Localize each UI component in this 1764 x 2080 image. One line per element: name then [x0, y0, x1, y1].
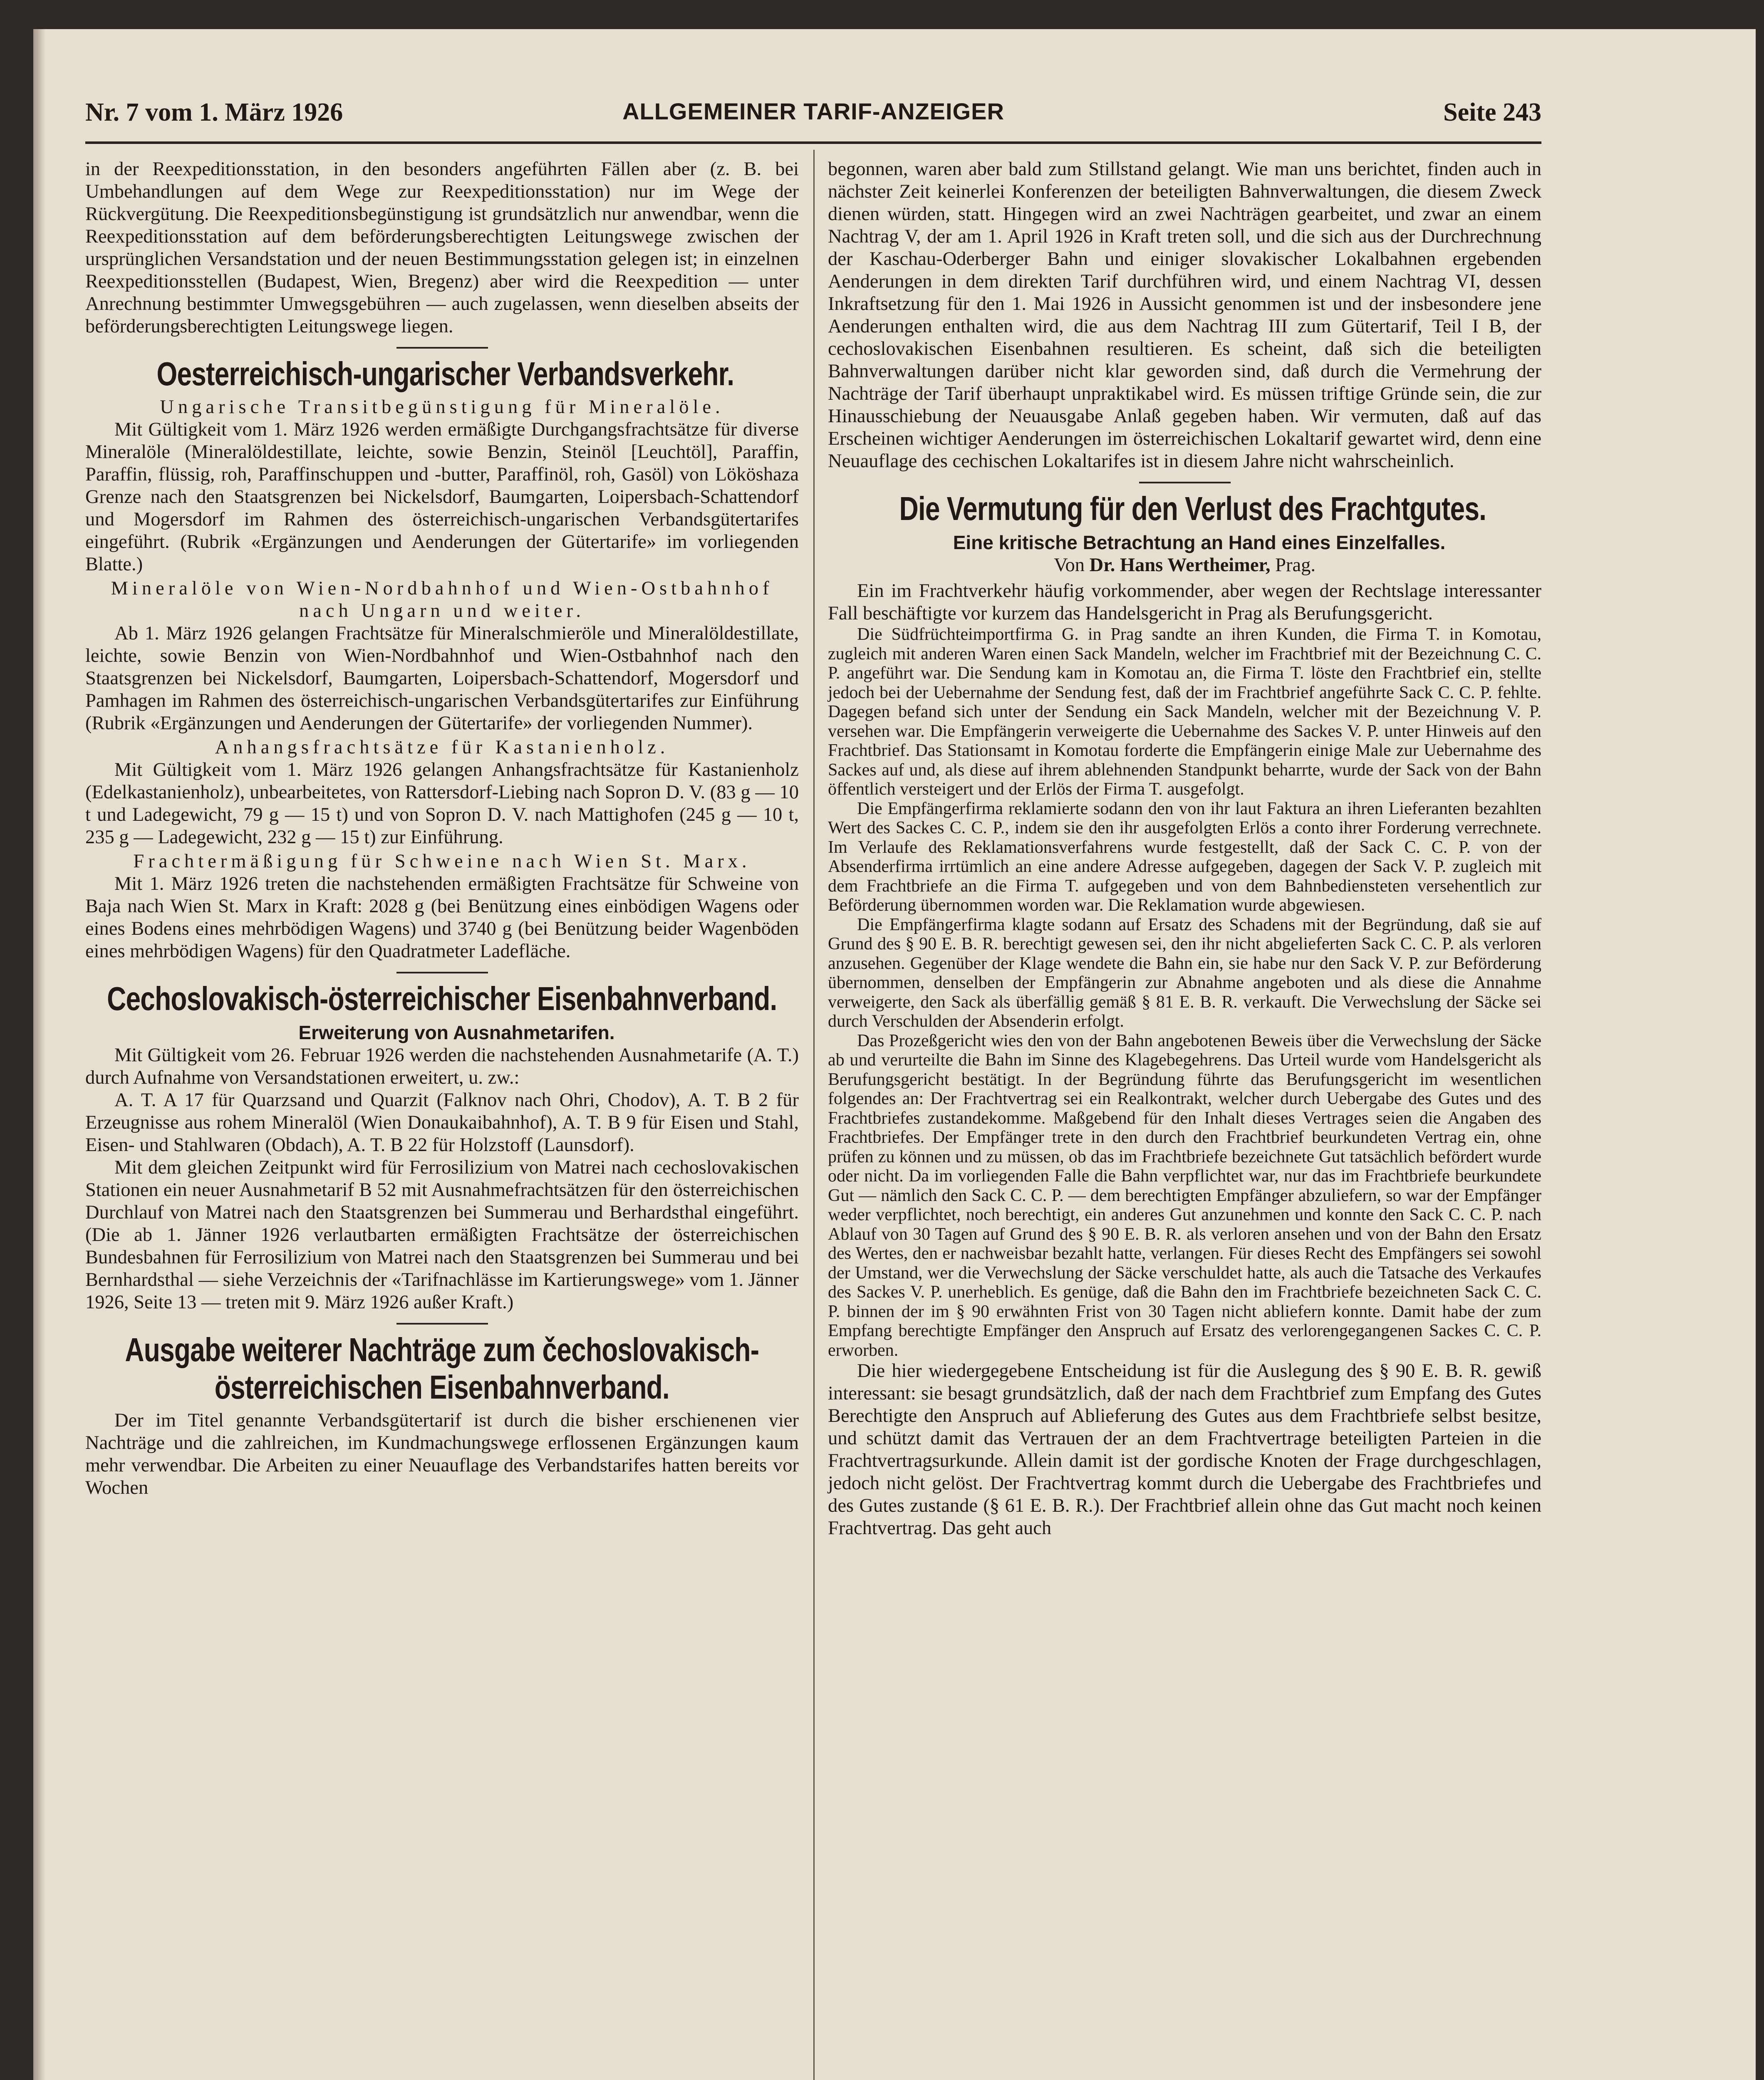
page-header	[85, 98, 1541, 144]
author-place: Prag.	[1275, 555, 1316, 576]
paragraph: Die hier wiedergegebene Entscheidung ist für die Auslegung des § 90 E. B. R. gewiß interessant: sie besagt grundsätzlich, daß der nach dem Frachtbrief zum Empfang des Gutes Berechtigte den Anspruch auf Ablieferung des Gutes aus dem Frachtbriefe selbst besitze, und schützt damit das Vertrauen der an dem Frachtvertrage beteiligten Parteien in die Frachtvertragsurkunde. Allein damit ist der gordische Knoten der Frage durchgeschlagen, jedoch nicht gelöst. Der Frachtvertrag kommt durch die Uebergabe des Frachtbriefes und des Gutes zustande (§ 61 E. B. R.). Der Frachtbrief allein ohne das Gut macht noch keinen Frachtvertrag. Das geht auch	[828, 1360, 1541, 1539]
section-rule	[1139, 482, 1231, 483]
author-name: Dr. Hans Wertheimer,	[1089, 555, 1271, 576]
section-rule	[396, 1323, 488, 1325]
section-rule	[396, 972, 488, 973]
paragraph: Mit Gültigkeit vom 1. März 1926 werden ermäßigte Durchgangsfrachtsätze für diverse Mineralöle (Mineralöldestillate, leichte, sowie Benzin, Steinöl [Leuchtöl], Paraffin, Paraffin, flüssig, roh, Paraffinschuppen und -butter, Paraffinöl, roh, Gasöl) von Lököshaza Grenze nach den Staatsgrenzen bei Nickelsdorf, Baumgarten, Loipersbach-Schattendorf und Mogersdorf im Rahmen des österreichisch-ungarischen Verbandsgütertarifes eingeführt. (Rubrik «Ergänzungen und Aenderungen der Gütertarife» im vorliegenden Blatte.)	[85, 419, 799, 575]
paragraph: Mit Gültigkeit vom 1. März 1926 gelangen Anhangsfrachtsätze für Kastanienholz (Edelkastanienholz), unbearbeitetes, von Rattersdorf-Liebing nach Sopron D. V. (83 g — 10 t und Ladegewicht, 79 g — 15 t) und von Sopron D. V. nach Mattighofen (245 g — 10 t, 235 g — Ladegewicht, 232 g — 15 t) zur Einführung.	[85, 759, 799, 848]
column-divider	[813, 150, 815, 2080]
section-rule	[396, 347, 488, 349]
subheading-schweine: Frachtermäßigung für Schweine nach Wien St. Marx.	[133, 851, 751, 872]
paragraph-small: Die Empfängerfirma reklamierte sodann den von ihr laut Faktura an ihren Lieferanten bezahlten Wert des Sackes C. C. P., indem sie den ihr ausgefolgten Erlös a conto ihrer Forderung verrechnete. Im Verlaufe des Reklamationsverfahrens wurde festgestellt, daß der Sack C. C. P. von der Absenderfirma irrtümlich an eine andere Adresse aufgegeben, dagegen der Sack V. P. zugleich mit dem Frachtbriefe an die Firma T. aufgegeben und von dem Bahnbediensteten versehentlich zur Beförderung übernommen worden war. Die Reklamation wurde abgewiesen.	[828, 799, 1541, 915]
paragraph: A. T. A 17 für Quarzsand und Quarzit (Falknov nach Ohri, Chodov), A. T. B 2 für Erzeugnisse aus rohem Mineralöl (Wien Donaukaibahnhof), A. T. B 9 für Eisen und Stahl, Eisen- und Stahlwaren (Obdach), A. T. B 22 für Holzstoff (Launsdorf).	[85, 1090, 799, 1156]
left-column	[85, 158, 799, 1499]
intro-paragraph: in der Reexpeditionsstation, in den besonders angeführten Fällen aber (z. B. bei Umbehandlungen auf dem Wege zur Reexpeditionsstation) nur im Wege der Rückvergütung. Die Reexpeditionsbegünstigung ist grundsätzlich nur anwendbar, wenn die Reexpeditionsstation auf dem beförderungsberechtigten Leitungswege zwischen der ursprünglichen Versandstation und der neuen Bestimmungsstation gelegen ist; in einzelnen Reexpeditionsstellen (Budapest, Wien, Bregenz) aber wird die Reexpedition — unter Anrechnung bestimmter Umwegsgebühren — auch zugelassen, wenn dieselben abseits der beförderungsberechtigten Leitungswege liegen.	[85, 158, 799, 337]
subheading-ausnahmetarife: Erweiterung von Ausnahmetarifen.	[298, 1022, 615, 1043]
page-number: Seite 243	[1443, 98, 1541, 126]
paragraph-small: Das Prozeßgericht wies den von der Bahn angebotenen Beweis über die Verwechslung der Säcke ab und verurteilte die Bahn im Sinne des Klagebegehrens. Das Urteil wurde vom Handelsgericht als Berufungsgericht bestätigt. In der Begründung führte das Berufungsgericht im wesentlichen folgendes an: Der Frachtvertrag sei ein Realkontrakt, welcher durch Uebergabe des Gutes und des Frachtbriefes zustandekomme. Maßgebend für den Inhalt dieses Vertrages seien die Angaben des Frachtbriefes. Der Empfänger trete in den durch den Frachtbrief beurkundeten Vertrag ein, ohne prüfen zu können und zu müssen, ob das im Frachtbriefe bezeichnete Gut tatsächlich befördert wurde oder nicht. Da im vorliegenden Falle die Bahn verpflichtet war, nur das im Frachtbriefe beurkundete Gut — nämlich den Sack C. C. P. — dem berechtigten Empfänger abzuliefern, so war der Empfänger weder verpflichtet, noch berechtigt, ein anderes Gut anzunehmen und konnte den Sack C. C. P. nach Ablauf von 30 Tagen auf Grund des § 90 E. B. R. als verloren ansehen und von der Bahn den Ersatz des Wertes, den er nachweisbar bezahlt hatte, verlangen. Für dieses Recht des Empfängers sei sowohl der Umstand, wer die Verwechslung der Säcke verschuldet hatte, als auch die Tatsache des Verkaufes des Sackes V. P. unerheblich. Es genüge, daß die Bahn den im Frachtbriefe bezeichneten Sack C. C. P. binnen der im § 90 erwähnten Frist von 30 Tagen nicht abliefern konnte. Damit habe der zum Empfang berechtigte Empfänger den Anspruch auf Ersatz des verlorengegangenen Sackes C. C. P. erworben.	[828, 1031, 1541, 1360]
author-prefix: Von	[1053, 555, 1085, 576]
section-title-eisenbahnverband: Cechoslovakisch-österreichischer Eisenbahnverband.	[107, 980, 777, 1017]
header-rule	[85, 141, 1541, 144]
article-author	[828, 554, 1541, 577]
paragraph: Ab 1. März 1926 gelangen Frachtsätze für Mineralschmieröle und Mineralöldestillate, leichte, sowie Benzin von Wien-Nordbahnhof und Wien-Ostbahnhof nach den Staatsgrenzen bei Nickelsdorf, Baumgarten, Loipersbach-Schattendorf, Mogersdorf und Pamhagen im Rahmen des österreichisch-ungarischen Verbandsgütertarifes zur Einführung (Rubrik «Ergänzungen und Aenderungen der Gütertarife» der vorliegenden Nummer).	[85, 623, 799, 734]
paragraph: Ein im Frachtverkehr häufig vorkommender, aber wegen der Rechtslage interessanter Fall beschäftigte vor kurzem das Handelsgericht in Prag als Berufungsgericht.	[828, 580, 1541, 624]
issue-info: Nr. 7 vom 1. März 1926	[85, 98, 343, 126]
publication-title: ALLGEMEINER TARIF-ANZEIGER	[622, 98, 1004, 124]
subheading-transit: Ungarische Transitbegünstigung für Mineralöle.	[160, 396, 724, 418]
page-edge-shadow	[33, 29, 46, 2080]
paragraph: Mit Gültigkeit vom 26. Februar 1926 werden die nachstehenden Ausnahmetarife (A. T.) durch Aufnahme von Versandstationen erweitert, u. zw.:	[85, 1045, 799, 1088]
section-title-verbandsverkehr: Oesterreichisch-ungarischer Verbandsverkehr.	[156, 355, 734, 392]
paragraph-small: Die Empfängerfirma klagte sodann auf Ersatz des Schadens mit der Begründung, daß sie auf Grund des § 90 E. B. R. berechtigt gewesen sei, den ihr nicht abgelieferten Sack C. C. P. als verloren anzusehen. Gegenüber der Klage wendete die Bahn ein, sie habe nur den Sack V. P. zur Beförderung übernommen, denselben der Empfängerin zur Abnahme angeboten und als diese die Annahme verweigerte, den Sack als überfällig gemäß § 81 E. B. R. verkauft. Die Verwechslung der Säcke sei durch Verschulden der Absenderin erfolgt.	[828, 915, 1541, 1031]
right-column	[828, 158, 1541, 1540]
subheading-mineraloele: Mineralöle von Wien-Nordbahnhof und Wien-Ostbahnhof nach Ungarn und weiter.	[111, 578, 773, 622]
paragraph: Mit dem gleichen Zeitpunkt wird für Ferrosilizium von Matrei nach cechoslovakischen Stationen ein neuer Ausnahmetarif B 52 mit Ausnahmefrachtsätzen für den österreichischen Durchlauf von Matrei nach den Staatsgrenzen bei Summerau und Berhardsthal eingeführt. (Die ab 1. Jänner 1926 verlautbarten ermäßigten Frachtsätze der österreichischen Bundesbahnen für Ferrosilizium von Matrei nach den Staatsgrenzen bei Summerau und bei Bernhardsthal — siehe Verzeichnis der «Tarifnachlässe im Kartierungswege» vom 1. Jänner 1926, Seite 13 — treten mit 9. März 1926 außer Kraft.)	[85, 1157, 799, 1313]
section-title-nachtraege: Ausgabe weiterer Nachträge zum čechoslovakisch-österreichischen Eisenbahnverband.	[125, 1331, 759, 1406]
continued-paragraph: begonnen, waren aber bald zum Stillstand gelangt. Wie man uns berichtet, finden auch in nächster Zeit keinerlei Konferenzen der beteiligten Bahnverwaltungen, die diesem Zweck dienen würden, statt. Hingegen wird an zwei Nachträgen gearbeitet, und zwar an einem Nachtrag V, der am 1. April 1926 in Kraft treten soll, und die sich aus der Durchrechnung der Kaschau-Oderberger Bahn und einiger slovakischer Lokalbahnen ergebenden Aenderungen in dem direkten Tarif durchführen wird, und einem Nachtrag VI, dessen Inkraftsetzung für den 1. Mai 1926 in Aussicht genommen ist und der insbesondere jene Aenderungen enthalten wird, die aus dem Nachtrag III zum Gütertarif, Teil I B, der cechoslovakischen Eisenbahnen resultieren. Es scheint, daß sich die beteiligten Bahnverwaltungen darüber nicht klar geworden sind, daß durch die Vermehrung der Nachträge der Tarif überhaupt unpraktikabel wird. Es müssen triftige Gründe sein, die zur Hinausschiebung der Neuausgabe Anlaß gegeben haben. Wir vermuten, daß auf das Erscheinen wichtiger Aenderungen im österreichischen Lokaltarif gewartet wird, denn eine Neuauflage des cechischen Lokaltarifes ist in diesem Jahre nicht wahrscheinlich.	[828, 158, 1541, 472]
section-title-frachtgut: Die Vermutung für den Verlust des Frachtgutes.	[899, 490, 1487, 527]
subheading-kastanienholz: Anhangsfrachtsätze für Kastanienholz.	[215, 737, 669, 758]
paragraph-small: Die Südfrüchteimportfirma G. in Prag sandte an ihren Kunden, die Firma T. in Komotau, zugleich mit anderen Waren einen Sack Mandeln, welcher im Frachtbrief mit der Bezeichnung C. C. P. angeführt war. Die Sendung kam in Komotau an, die Firma T. löste den Frachtbrief ein, stellte jedoch bei der Uebernahme der Sendung fest, daß der im Frachtbrief angeführte Sack C. C. P. fehlte. Dagegen befand sich unter der Sendung ein Sack Mandeln, welcher mit der Bezeichnung V. P. versehen war. Die Empfängerin verweigerte die Uebernahme des Sackes V. P. unter Hinweis auf den Frachtbrief. Das Stationsamt in Komotau forderte die Empfängerin einige Male zur Uebernahme des Sackes auf und, als diese auf ihrem ablehnenden Standpunkt beharrte, wurde der Sack von der Bahn öffentlich versteigert und der Erlös der Firma T. ausgefolgt.	[828, 625, 1541, 799]
paragraph: Mit 1. März 1926 treten die nachstehenden ermäßigten Frachtsätze für Schweine von Baja nach Wien St. Marx in Kraft: 2028 g (bei Benützung eines einbödigen Wagens oder eines Bodens eines mehrbödigen Wagens) und 3740 g (bei Benützung beider Wagenböden eines mehrbödigen Wagens) für den Quadratmeter Ladefläche.	[85, 873, 799, 962]
paragraph: Der im Titel genannte Verbandsgütertarif ist durch die bisher erschienenen vier Nachträge und die zahlreichen, im Kundmachungswege erflossenen Ergänzungen kaum mehr verwendbar. Die Arbeiten zu einer Neuauflage des Verbandstarifes hatten bereits vor Wochen	[85, 1410, 799, 1498]
article-subtitle: Eine kritische Betrachtung an Hand eines Einzelfalles.	[953, 532, 1446, 553]
